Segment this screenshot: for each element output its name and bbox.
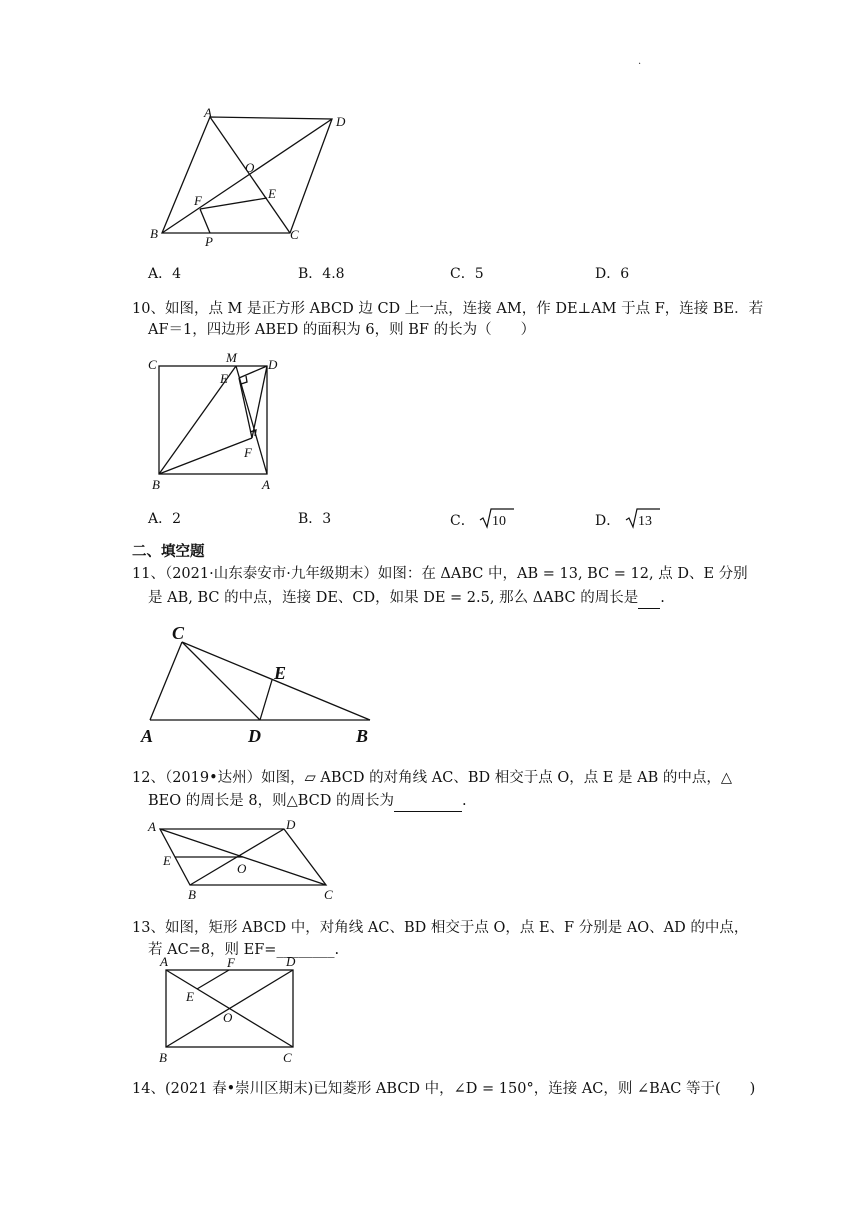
q10-label-F: F: [244, 445, 252, 460]
q11-stem-line1: 11、（2021·山东泰安市·九年级期末）如图：在 ΔABC 中，AB = 13, BC = 12, 点 D、E 分别: [132, 566, 748, 582]
q10-option-d-radicand: 13: [637, 514, 652, 529]
q10-label-E: E: [220, 371, 228, 386]
q11-label-D: D: [248, 726, 261, 746]
q10-stem-line2: AF＝1，四边形 ABED 的面积为 6，则 BF 的长为（ ）: [148, 322, 536, 338]
q10-label-C: C: [148, 357, 157, 372]
q9-label-A: A: [204, 105, 212, 120]
q10-stem-line1: 10、如图，点 M 是正方形 ABCD 边 CD 上一点，连接 AM，作 DE⊥AM 于点 F，连接 BE．若: [132, 301, 764, 317]
q13-diagram: [150, 952, 310, 1068]
q12-label-C: C: [324, 887, 333, 902]
q12-answer-blank[interactable]: [394, 791, 462, 812]
q10-label-M: M: [226, 350, 237, 365]
q11-stem-line2: [148, 588, 665, 609]
q10-option-c-radicand: 10: [492, 514, 507, 529]
q13-label-O: O: [223, 1010, 233, 1025]
q10-option-c-prefix: C．: [450, 513, 475, 529]
q9-figure: [140, 105, 370, 255]
q9-label-F: F: [194, 193, 202, 208]
q13-stem-line2: 若 AC=8，则 EF=________.: [148, 942, 340, 958]
q11-label-A: A: [141, 726, 154, 746]
q11-stem-line2-end: .: [660, 590, 665, 606]
q9-label-B: B: [150, 226, 158, 241]
q12-diagram: [140, 815, 340, 907]
q10-option-c-sqrt: [479, 506, 515, 536]
q12-label-E: E: [163, 853, 171, 868]
q13-label-B: B: [159, 1050, 167, 1065]
q13-label-C: C: [283, 1050, 292, 1065]
q9-label-E: E: [268, 186, 276, 201]
q11-label-B: B: [356, 726, 369, 746]
q9-label-O: O: [245, 160, 255, 175]
q10-figure: [140, 348, 290, 496]
q14-stem-line1: 14、(2021 春•崇川区期末)已知菱形 ABCD 中，∠D = 150°，连接 AC，则 ∠BAC 等于( ): [132, 1081, 756, 1097]
q10-option-d-prefix: D．: [595, 513, 621, 529]
sqrt-symbol-icon: [479, 506, 515, 530]
q10-diagram: [140, 348, 290, 496]
q13-label-F: F: [227, 955, 235, 970]
q9-option-c: C．5: [450, 266, 484, 282]
q13-label-A: A: [160, 954, 168, 969]
q12-label-D: D: [286, 817, 296, 832]
q10-label-A: A: [262, 477, 270, 492]
q12-label-A: A: [148, 819, 156, 834]
corner-mark: .: [638, 56, 642, 67]
q13-figure: [150, 952, 310, 1068]
q10-option-b: B．3: [298, 511, 332, 527]
q12-label-B: B: [188, 887, 196, 902]
q11-stem-line2-text: 是 AB, BC 的中点，连接 DE、CD，如果 DE = 2.5, 那么 ΔABC 的周长是: [148, 590, 639, 606]
q10-label-B: B: [152, 477, 160, 492]
q11-label-C: C: [172, 623, 185, 643]
q12-stem-line1: 12、（2019•达州）如图，▱ ABCD 的对角线 AC、BD 相交于点 O，点 E 是 AB 的中点，△: [132, 770, 732, 786]
q10-option-c: [450, 506, 515, 536]
q12-label-O: O: [237, 861, 247, 876]
q9-label-D: D: [336, 114, 346, 129]
q12-stem-line2: [148, 791, 467, 812]
q11-label-E: E: [274, 663, 287, 683]
q9-diagram: [140, 105, 370, 255]
q12-stem-line2-end: .: [461, 793, 467, 809]
q12-figure: [140, 815, 340, 907]
q10-option-a: A．2: [148, 511, 182, 527]
q9-option-b: B．4.8: [298, 266, 345, 282]
q9-label-C: C: [290, 227, 299, 242]
q10-label-D: D: [268, 357, 278, 372]
q11-answer-blank[interactable]: [638, 588, 660, 609]
q13-label-D: D: [286, 954, 296, 969]
q9-option-a: A．4: [148, 266, 182, 282]
q13-label-E: E: [186, 989, 194, 1004]
sqrt-symbol-icon: [625, 506, 661, 530]
q9-label-P: P: [205, 234, 213, 249]
q11-diagram: [138, 622, 378, 748]
q12-stem-line2-text: BEO 的周长是 8，则△BCD 的周长为: [148, 793, 394, 809]
section-title: 二、填空题: [132, 543, 205, 560]
q11-figure: [138, 622, 378, 748]
q13-stem-line1: 13、如图，矩形 ABCD 中，对角线 AC、BD 相交于点 O，点 E、F 分别是 AO、AD 的中点，: [132, 920, 749, 936]
q9-option-d: D．6: [595, 266, 630, 282]
q10-option-d-sqrt: [625, 506, 661, 536]
q10-option-d: [595, 506, 661, 536]
